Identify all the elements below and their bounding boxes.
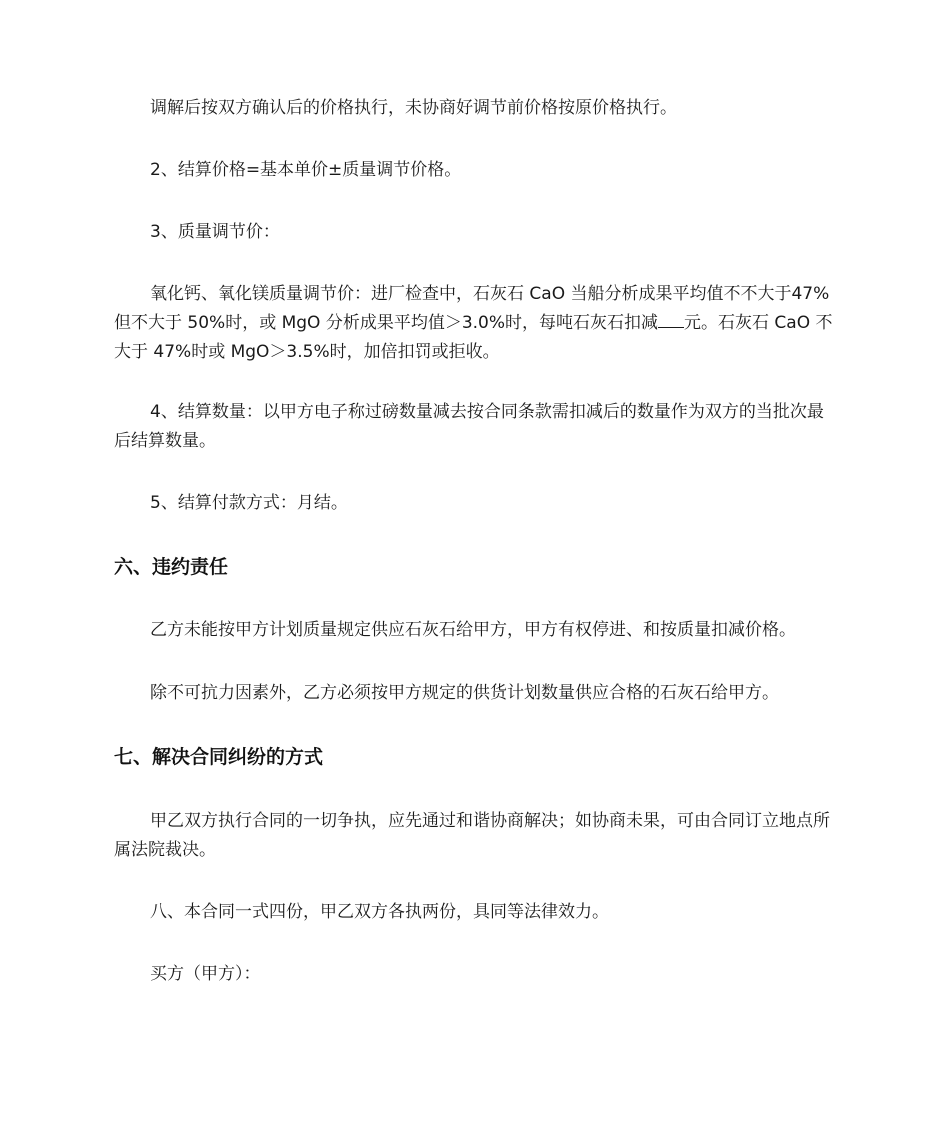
paragraph-quality-adjustment-heading: 3、质量调节价： [150, 222, 280, 242]
paragraph-dispute-resolution: 甲乙双方执行合同的一切争执，应先通过和谐协商解决；如协商未果，可由合同订立地点所属法院裁决。 [114, 811, 830, 860]
paragraph-copies: 八、本合同一式四份，甲乙双方各执两份，具同等法律效力。 [150, 902, 609, 922]
section-heading-dispute-resolution: 七、解决合同纠纷的方式 [114, 746, 324, 768]
paragraph-breach-quality: 乙方未能按甲方计划质量规定供应石灰石给甲方，甲方有权停进、和按质量扣减价格。 [150, 620, 796, 640]
paragraph-payment-method: 5、结算付款方式：月结。 [150, 493, 348, 513]
paragraph-breach-quantity: 除不可抗力因素外，乙方必须按甲方规定的供货计划数量供应合格的石灰石给甲方。 [150, 683, 779, 703]
paragraph-price-adjustment-execution: 调解后按双方确认后的价格执行，未协商好调节前价格按原价格执行。 [150, 98, 677, 118]
cao-mgo-text-part-2: 元。石灰石 CaO 不大于 47%时或 MgO＞3.5%时，加倍扣罚或拒收。 [114, 313, 833, 362]
paragraph-settlement-price: 2、结算价格=基本单价±质量调节价格。 [150, 160, 462, 180]
paragraph-cao-mgo-adjustment [114, 280, 838, 367]
cao-mgo-text-part-1: 氧化钙、氧化镁质量调节价：进厂检查中，石灰石 CaO 当船分析成果平均值不不大于47%但不大于 50%时，或 MgO 分析成果平均值＞3.0%时，每吨石灰石扣减 [114, 284, 830, 333]
buyer-signature-label: 买方（甲方）： [150, 964, 261, 984]
deduction-amount-blank [658, 310, 684, 328]
section-heading-breach-liability: 六、违约责任 [114, 556, 229, 578]
paragraph-settlement-quantity: 4、结算数量：以甲方电子称过磅数量减去按合同条款需扣减后的数量作为双方的当批次最后结算数量。 [114, 402, 824, 451]
